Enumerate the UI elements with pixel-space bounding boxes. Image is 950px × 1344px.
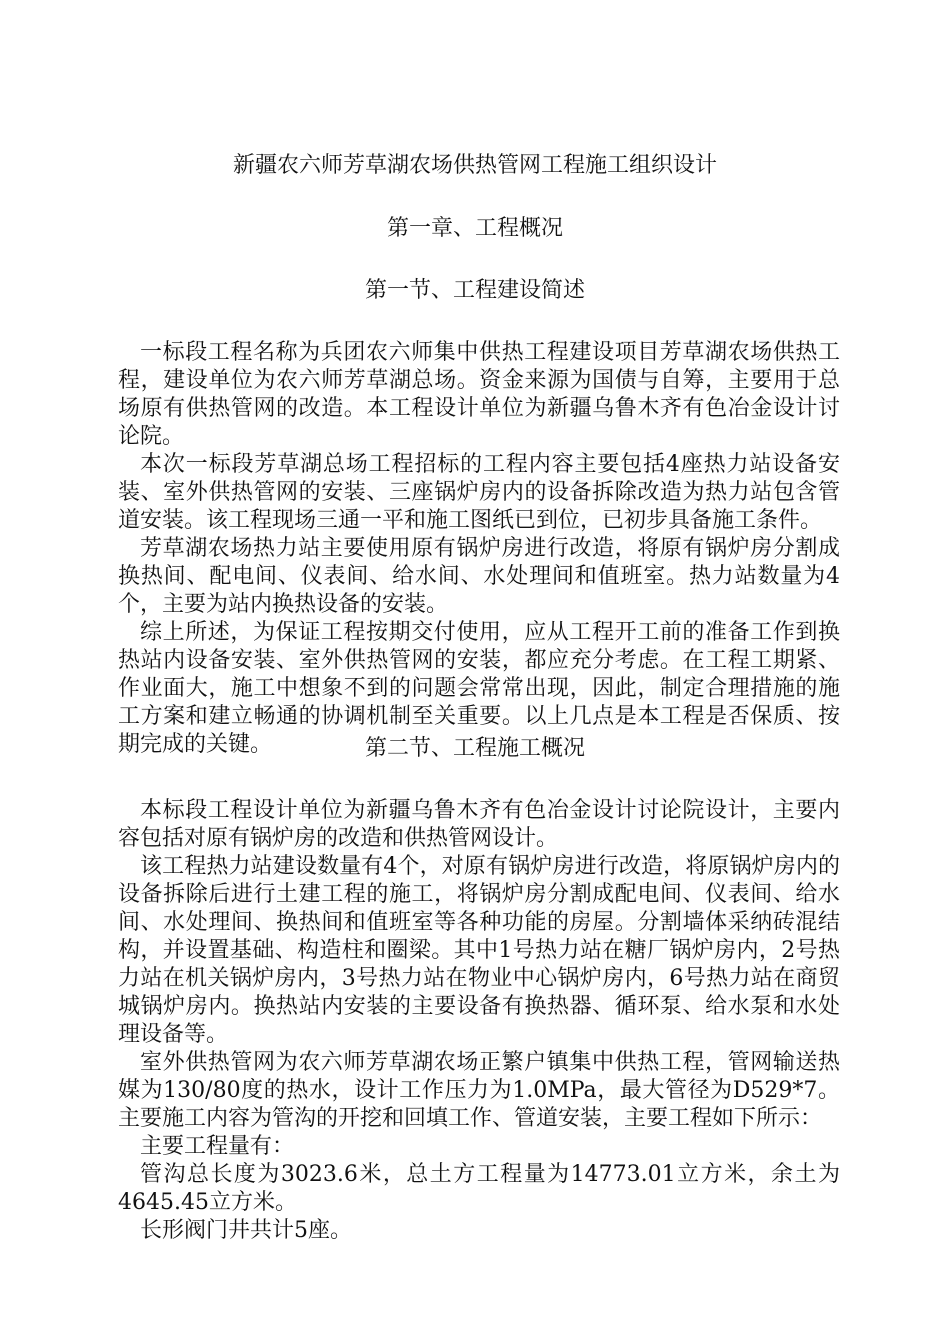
chapter-heading: 第一章、工程概况 bbox=[386, 216, 563, 241]
section-2-body bbox=[118, 797, 840, 1245]
paragraph: 综上所述，为保证工程按期交付使用，应从工程开工前的准备工作到换热站内设备安装、室外供热管网的安装，都应充分考虑。在工程工期紧、作业面大，施工中想象不到的问题会常常出现，因此，制定合理措施的施工方案和建立畅通的协调机制至关重要。以上几点是本工程是否保质、按期完成的关键。 bbox=[118, 620, 840, 757]
paragraph: 长形阀门井共计5座。 bbox=[140, 1218, 352, 1243]
paragraph: 本标段工程设计单位为新疆乌鲁木齐有色冶金设计讨论院设计，主要内容包括对原有锅炉房的改造和供热管网设计。 bbox=[118, 798, 840, 851]
paragraph: 主要工程量有： bbox=[140, 1134, 295, 1159]
paragraph: 一标段工程名称为兵团农六师集中供热工程建设项目芳草湖农场供热工程，建设单位为农六师芳草湖总场。资金来源为国债与自筹，主要用于总场原有供热管网的改造。本工程设计单位为新疆乌鲁木齐有色冶金设计讨论院。 bbox=[118, 340, 840, 449]
document-title: 新疆农六师芳草湖农场供热管网工程施工组织设计 bbox=[232, 153, 717, 178]
paragraph: 芳草湖农场热力站主要使用原有锅炉房进行改造，将原有锅炉房分割成换热间、配电间、仪表间、给水间、水处理间和值班室。热力站数量为4个，主要为站内换热设备的安装。 bbox=[118, 536, 840, 617]
section-2-heading: 第二节、工程施工概况 bbox=[364, 736, 585, 761]
section-1-heading: 第一节、工程建设简述 bbox=[364, 278, 585, 303]
paragraph: 室外供热管网为农六师芳草湖农场正繁户镇集中供热工程，管网输送热媒为130/80度的热水，设计工作压力为1.0MPa，最大管径为D529*7。主要施工内容为管沟的开挖和回填工作、管道安装，主要工程如下所示： bbox=[118, 1050, 840, 1131]
section-1-body bbox=[118, 339, 840, 759]
paragraph: 该工程热力站建设数量有4个，对原有锅炉房进行改造，将原锅炉房内的设备拆除后进行土建工程的施工，将锅炉房分割成配电间、仪表间、给水间、水处理间、换热间和值班室等各种功能的房屋。分割墙体采纳砖混结构，并设置基础、构造柱和圈梁。其中1号热力站在糖厂锅炉房内，2号热力站在机关锅炉房内，3号热力站在物业中心锅炉房内，6号热力站在商贸城锅炉房内。换热站内安装的主要设备有换热器、循环泵、给水泵和水处理设备等。 bbox=[118, 854, 840, 1047]
paragraph: 本次一标段芳草湖总场工程招标的工程内容主要包括4座热力站设备安装、室外供热管网的安装、三座锅炉房内的设备拆除改造为热力站包含管道安装。该工程现场三通一平和施工图纸已到位，已初步具备施工条件。 bbox=[118, 452, 840, 533]
paragraph: 管沟总长度为3023.6米，总土方工程量为14773.01立方米，余土为4645.45立方米。 bbox=[118, 1162, 840, 1215]
